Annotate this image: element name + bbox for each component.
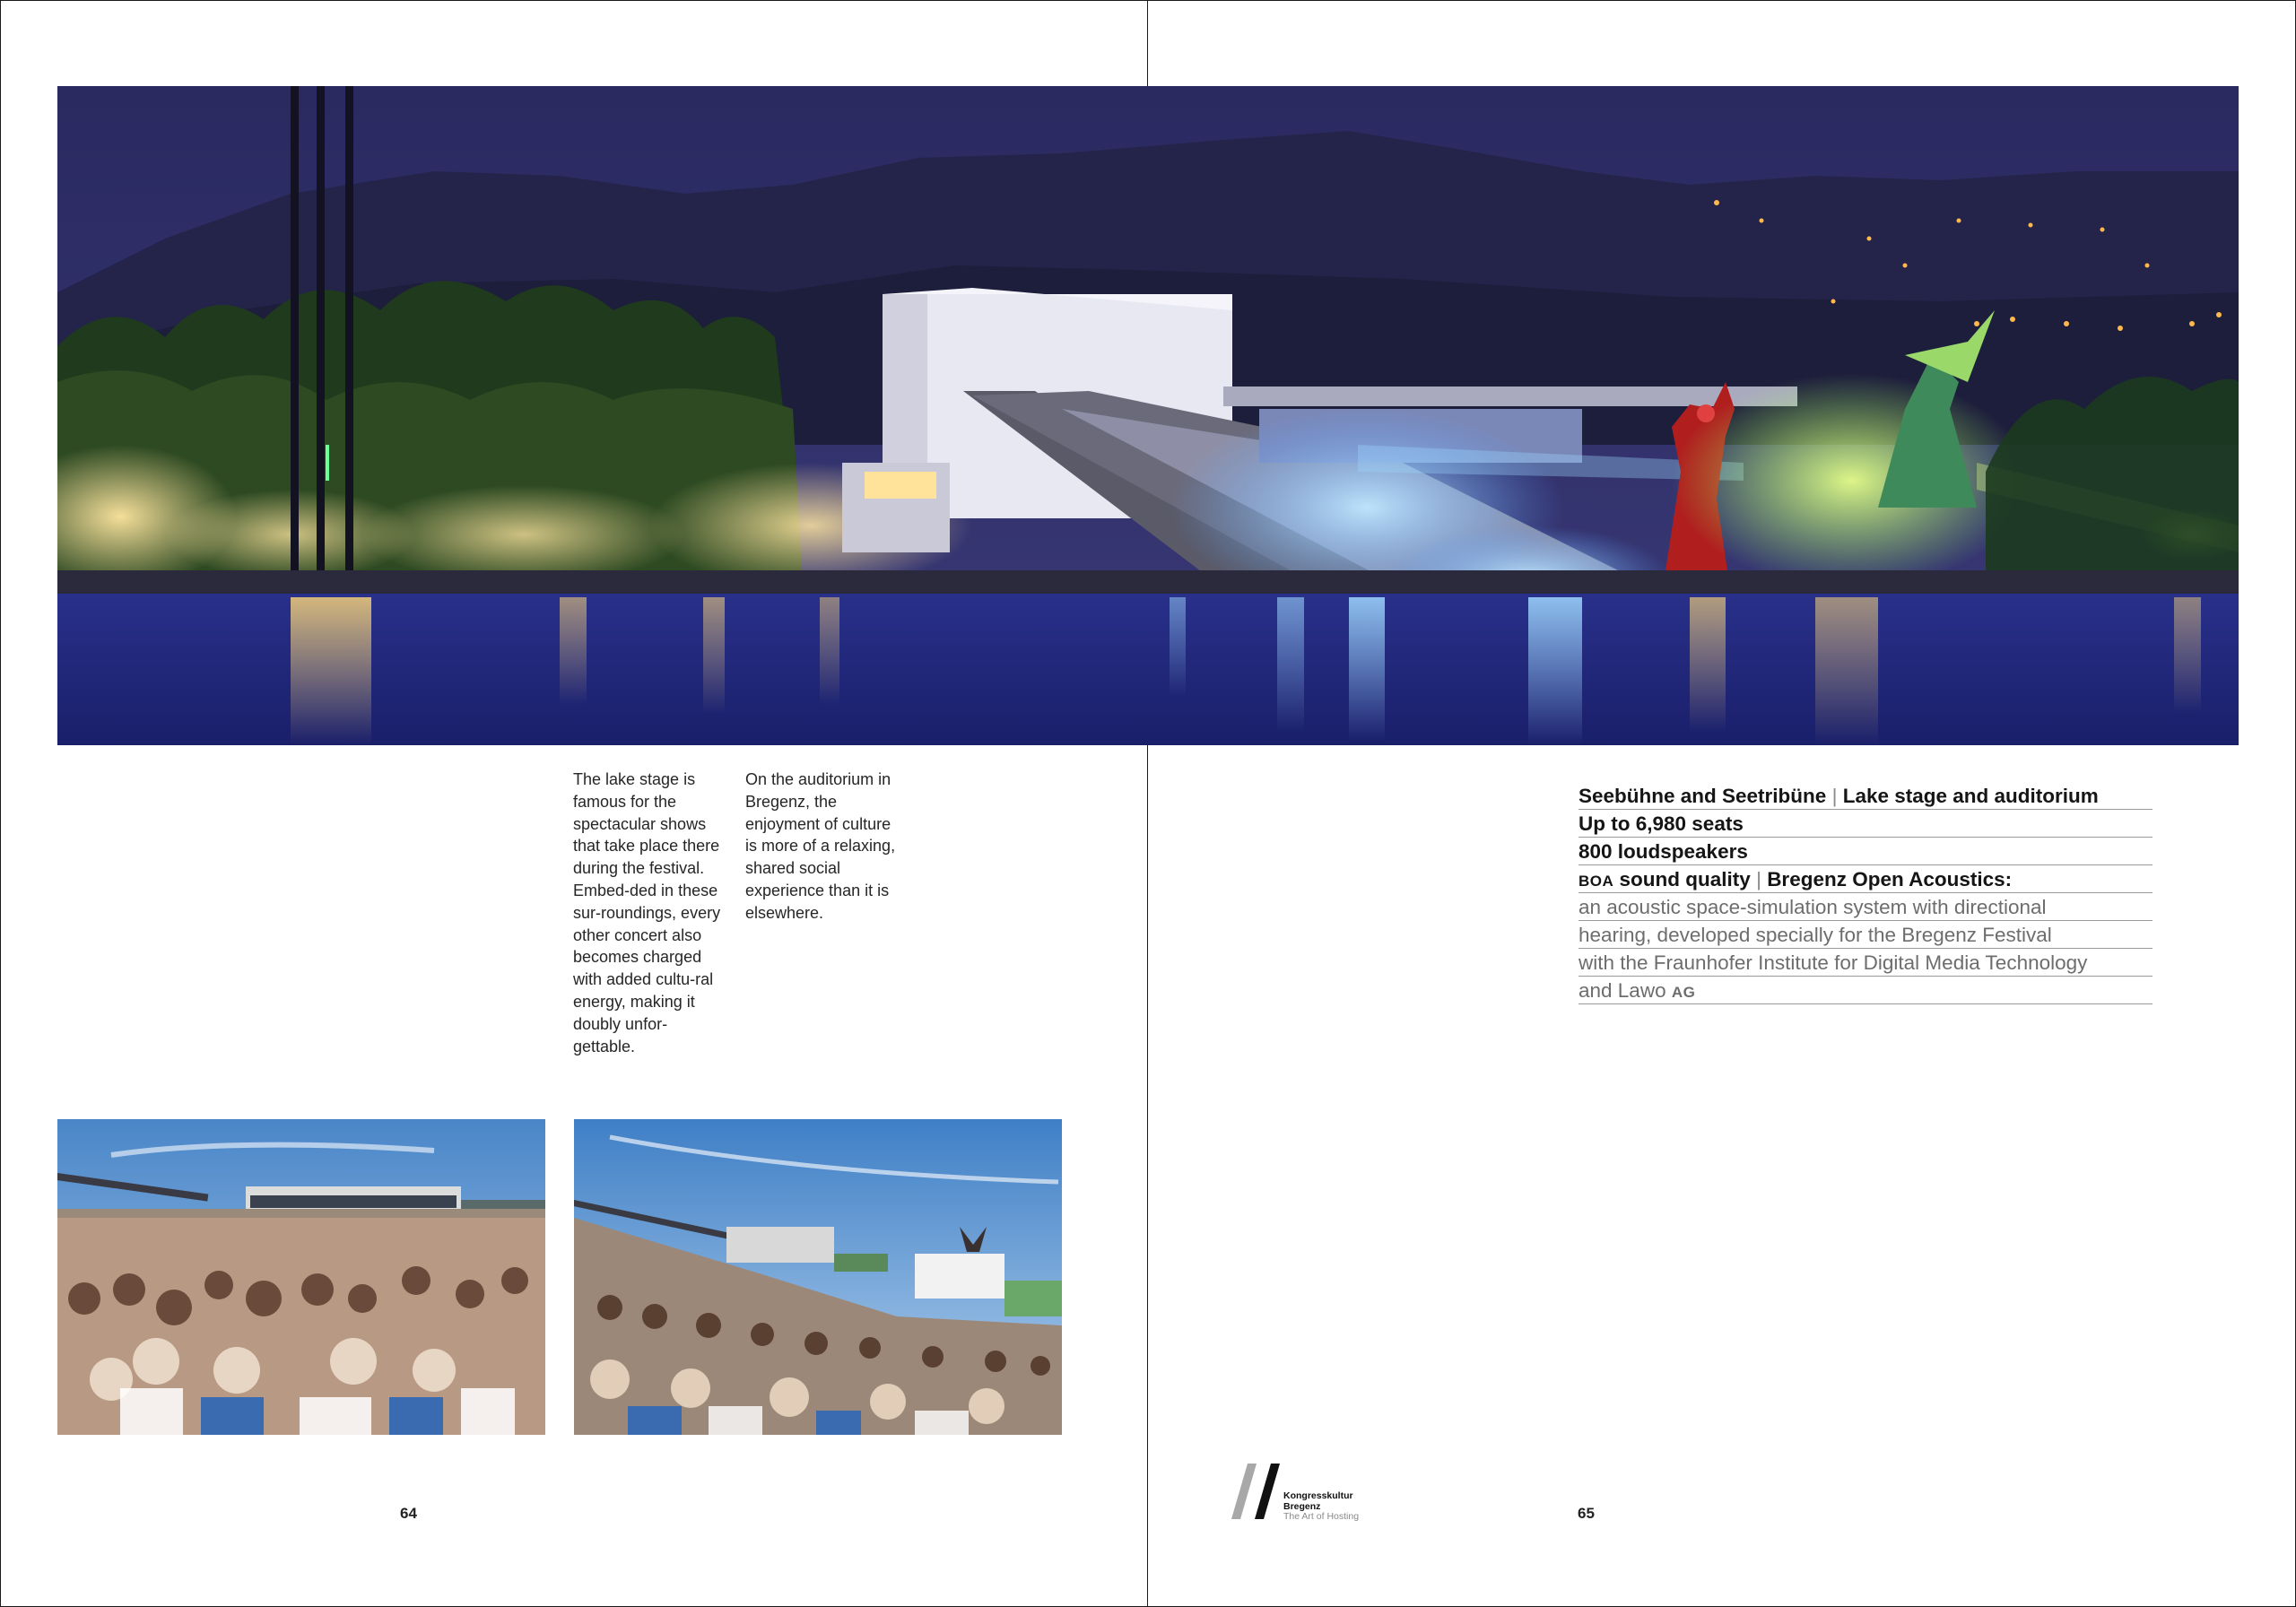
separator: | [1756, 868, 1761, 890]
boa-abbreviation: BOA [1578, 873, 1614, 890]
double-slash-logo-icon [1231, 1462, 1285, 1521]
fact-description-line-3: with the Fraunhofer Institute for Digital Media Technology [1578, 949, 2152, 977]
hero-photo-lake-stage-night [57, 86, 2239, 745]
separator: | [1831, 785, 1838, 807]
body-text-column-2: On the auditorium in Bregenz, the enjoyment of culture is more of a relaxing, shared social experience than it is elsewhere. [745, 770, 896, 922]
facts-list [1578, 782, 2152, 1004]
fact-loudspeakers [1578, 838, 2152, 865]
fact-title [1578, 782, 2152, 810]
fact-description-line-4 [1578, 977, 2152, 1004]
fact-seats-text: Up to 6,980 seats [1578, 812, 1744, 835]
logo-tagline: The Art of Hosting [1283, 1511, 1360, 1522]
fact-sound-quality [1578, 865, 2152, 893]
kongresskultur-bregenz-logo [1231, 1462, 1375, 1524]
fact-title-english: Lake stage and auditorium [1842, 785, 2099, 807]
fact-loudspeakers-text: 800 loudspeakers [1578, 840, 1748, 863]
photo-audience-stands [57, 1119, 545, 1435]
fact-seats [1578, 810, 2152, 838]
ag-abbreviation: AG [1671, 984, 1696, 1001]
logo-line-2: Bregenz [1283, 1500, 1321, 1512]
page-number-left: 64 [400, 1505, 417, 1522]
fact-description-line-2: hearing, developed specially for the Bregenz Festival [1578, 921, 2152, 949]
fact-title-german: Seebühne and Seetribüne [1578, 785, 1827, 807]
fact-sound-quality-label: sound quality [1619, 868, 1751, 890]
logo-line-1: Kongresskultur [1283, 1490, 1353, 1501]
page-number-right: 65 [1578, 1505, 1595, 1522]
fact-sound-quality-name: Bregenz Open Acoustics: [1767, 868, 2013, 890]
logo-wordmark [1283, 1491, 1359, 1523]
body-text-column-1: The lake stage is famous for the spectacular shows that take place there during the festival. Embed-ded in these sur-roundings, every other concert also becomes charged with added cultu-ral energy, making it doubly unfor-gettable. [573, 770, 721, 1055]
photo-stands-lake-stage-day [574, 1119, 1062, 1435]
fact-description-line-1: an acoustic space-simulation system with directional [1578, 893, 2152, 921]
fact-description-line-4-text: and Lawo [1578, 979, 1666, 1002]
